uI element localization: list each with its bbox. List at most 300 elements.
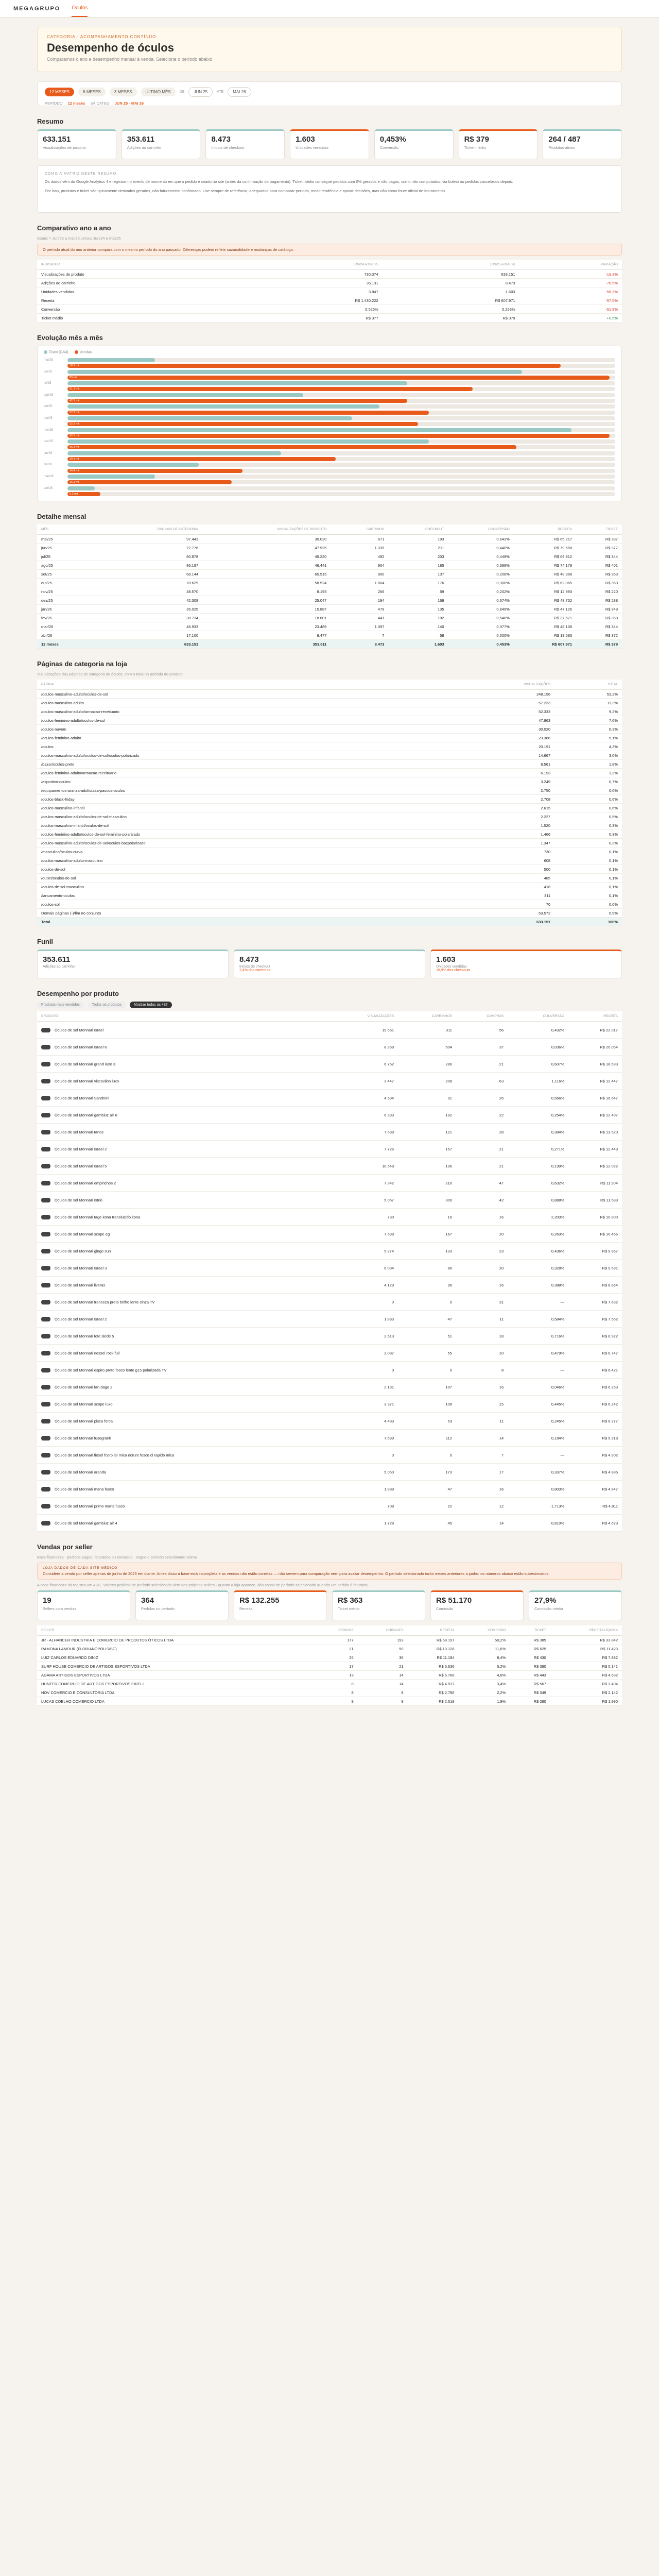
- table-cell: 3,4%: [459, 1680, 510, 1688]
- table-row[interactable]: [37, 1636, 622, 1645]
- table-cell: HUNTER COMERCIO DE ARTIGOS ESPORTIVOS EIRELI: [37, 1680, 312, 1688]
- table-cell: /esportivo-oculos: [37, 777, 432, 786]
- table-cell: /oculos-masculino-adulto/oculos-de-sol/oculos-polarizado: [37, 751, 432, 760]
- nav-tab-oculos[interactable]: Óculos: [72, 0, 88, 17]
- bar-row: [44, 421, 615, 427]
- table-row[interactable]: [37, 1430, 622, 1447]
- product-name[interactable]: Óculos de sol Monnari Israel: [55, 1027, 104, 1032]
- table-row[interactable]: [37, 1447, 622, 1464]
- table-cell: R$ 12.993: [514, 587, 576, 596]
- table-cell: 0: [326, 1447, 398, 1464]
- table-row[interactable]: [37, 622, 622, 631]
- table-cell: 47: [398, 1481, 456, 1498]
- table-row[interactable]: [37, 812, 622, 821]
- table-cell: R$ 5.141: [550, 1662, 622, 1671]
- table-row[interactable]: [37, 587, 622, 596]
- table-row[interactable]: [37, 1022, 622, 1039]
- table-cell: 59: [388, 587, 448, 596]
- table-row[interactable]: [37, 579, 622, 587]
- table-row[interactable]: [37, 716, 622, 725]
- table-row[interactable]: [37, 1328, 622, 1345]
- table-row[interactable]: [37, 883, 622, 891]
- table-row[interactable]: [37, 1680, 622, 1688]
- product-name[interactable]: Óculos de sol Monnari empinchos 2: [55, 1180, 116, 1185]
- product-thumbnail: [41, 1402, 50, 1406]
- table-row[interactable]: [37, 561, 622, 570]
- table-cell: R$ 2.142: [550, 1688, 622, 1697]
- funnel-card: [234, 950, 425, 978]
- table-cell: [37, 1413, 326, 1430]
- table-row[interactable]: [37, 909, 622, 918]
- table-cell: 45: [398, 1515, 456, 1532]
- to-label: ATÉ: [217, 90, 224, 94]
- table-cell: 25.047: [202, 596, 331, 605]
- bar-fluxo: [67, 370, 522, 374]
- table-row[interactable]: [37, 1158, 622, 1175]
- product-name[interactable]: Óculos de sol Monnari fan dago 2: [55, 1384, 113, 1389]
- table-cell: 1.335: [331, 544, 388, 552]
- table-cell: 286: [398, 1056, 456, 1073]
- table-cell: R$ 12.449: [568, 1141, 622, 1158]
- table-cell: R$ 6.421: [568, 1362, 622, 1379]
- table-cell: 13: [312, 1671, 357, 1680]
- table-cell: 0,3%: [554, 821, 622, 830]
- table-cell: —: [508, 1362, 568, 1379]
- kpi-label: Conversão: [379, 145, 399, 150]
- bar-vendas: [67, 364, 561, 368]
- table-cell: 17.100: [94, 631, 202, 640]
- table-row[interactable]: [37, 1498, 622, 1515]
- product-name[interactable]: Óculos de sol Monnari franceza preto brilho lente cinza TV: [55, 1299, 155, 1304]
- product-name[interactable]: Óculos de sol Monnari nessel rock full: [55, 1350, 120, 1355]
- table-cell: 0,202%: [448, 587, 514, 596]
- bar-track: [67, 492, 615, 496]
- product-name[interactable]: Óculos de sol Monnari aranda: [55, 1469, 107, 1475]
- chip-3-months[interactable]: 3 MESES: [110, 88, 137, 96]
- table-row[interactable]: [37, 1515, 622, 1532]
- table-cell: Conversão: [37, 305, 246, 314]
- table-cell: 2.227: [432, 812, 555, 821]
- table-row[interactable]: [37, 1260, 622, 1277]
- table-row[interactable]: [37, 570, 622, 579]
- table-cell: 0,5%: [554, 812, 622, 821]
- table-total-row: [37, 918, 622, 926]
- product-name[interactable]: Óculos de sol Monnari Israel 3: [55, 1265, 107, 1270]
- table-cell: 28: [456, 1124, 508, 1141]
- product-name[interactable]: Óculos de sol Monnari fusegrank: [55, 1435, 111, 1440]
- table-cell: 70: [432, 900, 555, 909]
- product-name[interactable]: Óculos de sol Monnari Israel 2: [55, 1146, 107, 1151]
- table-cell: 2.615: [432, 804, 555, 812]
- table-cell: 58.524: [202, 579, 331, 587]
- table-cell: [37, 1481, 326, 1498]
- product-name[interactable]: Óculos de sol Monnari Sandnini: [55, 1095, 109, 1100]
- table-cell: [37, 1311, 326, 1328]
- table-cell: 0,632%: [508, 1175, 568, 1192]
- product-name[interactable]: Óculos de sol Monnari espiro preto fosco lente g15 polarizada TV: [55, 1367, 167, 1372]
- table-cell: 8,4%: [459, 1653, 510, 1662]
- table-row[interactable]: [37, 865, 622, 874]
- bar-track: [67, 393, 615, 397]
- product-thumbnail: [41, 1453, 50, 1458]
- funnel-value: 1.603: [436, 955, 456, 964]
- kpi-card: [459, 129, 538, 159]
- table-cell: R$ 3.404: [550, 1680, 622, 1688]
- table-cell: 4,8%: [459, 1671, 510, 1680]
- table-row[interactable]: [37, 900, 622, 909]
- period-filter: [37, 81, 622, 106]
- tab-mais-vendidos[interactable]: Produtos mais vendidos: [37, 1002, 84, 1008]
- table-cell: 0,384%: [508, 1124, 568, 1141]
- table-row[interactable]: [37, 614, 622, 622]
- table-row[interactable]: [37, 1056, 622, 1073]
- table-row[interactable]: [37, 279, 622, 287]
- products-table: [37, 1011, 622, 1532]
- table-cell: 2.087: [326, 1345, 398, 1362]
- bar-vendas: [67, 445, 516, 449]
- chip-12-months[interactable]: 12 MESES: [45, 88, 74, 96]
- table-row[interactable]: [37, 690, 622, 699]
- table-row[interactable]: [37, 1209, 622, 1226]
- to-select[interactable]: MAI 26: [228, 87, 251, 97]
- bar-month-label: mai/25: [44, 358, 54, 362]
- table-cell: R$ 385: [510, 1636, 550, 1645]
- table-cell: R$ 2.518: [408, 1697, 459, 1706]
- table-cell: 8.968: [326, 1039, 398, 1056]
- table-cell: 50: [358, 1645, 408, 1653]
- table-cell: 2,203%: [508, 1209, 568, 1226]
- product-name[interactable]: Óculos de sol Monnari scope luxo: [55, 1401, 113, 1406]
- table-row[interactable]: [37, 769, 622, 777]
- bar-month-label: dez/25: [44, 440, 54, 444]
- product-name[interactable]: Óculos de sol Monnari Israel 2: [55, 1316, 107, 1321]
- bar-row: [44, 410, 615, 415]
- table-cell: 23.489: [202, 622, 331, 631]
- product-name[interactable]: Óculos de sol Monnari primo mana fusco: [55, 1503, 125, 1509]
- table-cell: 730.374: [246, 270, 383, 279]
- table-cell: 177: [312, 1636, 357, 1645]
- bar-value-label: 66.3 mil: [70, 446, 80, 449]
- table-cell: R$ 349: [576, 605, 622, 614]
- table-cell: jun/25: [37, 544, 94, 552]
- table-row[interactable]: [37, 699, 622, 707]
- kpi-card: [205, 129, 285, 159]
- table-row[interactable]: [37, 1362, 622, 1379]
- table-cell: 418: [432, 883, 555, 891]
- table-cell: 0: [398, 1294, 456, 1311]
- bar-month-label: nov/25: [44, 428, 54, 432]
- table-row[interactable]: [37, 1697, 622, 1706]
- table-cell: 492: [331, 552, 388, 561]
- column-header: RECEITA: [514, 524, 576, 535]
- kpi-card: [37, 129, 116, 159]
- table-row[interactable]: [37, 1141, 622, 1158]
- table-row[interactable]: [37, 848, 622, 856]
- table-cell: R$ 344: [576, 622, 622, 631]
- table-cell: 1.097: [331, 622, 388, 631]
- product-thumbnail: [41, 1385, 50, 1389]
- bar-row: [44, 398, 615, 403]
- table-row[interactable]: [37, 1379, 622, 1396]
- table-cell: 0: [326, 1362, 398, 1379]
- table-cell: 441: [331, 614, 388, 622]
- table-row[interactable]: [37, 535, 622, 544]
- funnel-label: Unidades vendidas: [436, 965, 467, 969]
- table-cell: [37, 1073, 326, 1090]
- product-name[interactable]: Óculos de sol Monnari Israel 5: [55, 1163, 107, 1168]
- table-cell: 15: [456, 1396, 508, 1413]
- table-row[interactable]: [37, 605, 622, 614]
- table-cell: 0,643%: [448, 535, 514, 544]
- bar-track: [67, 364, 615, 368]
- bar-value-label: 52.3 mil: [70, 422, 80, 426]
- table-cell: 48.570: [94, 587, 202, 596]
- table-row[interactable]: [37, 874, 622, 883]
- product-name[interactable]: Óculos de sol Monnari liveras: [55, 1282, 106, 1287]
- product-name[interactable]: Óculos de sol Monnari pisca forca: [55, 1418, 113, 1423]
- product-name[interactable]: Óculos de sol Monnari gingo sun: [55, 1248, 111, 1253]
- table-row[interactable]: [37, 596, 622, 605]
- table-cell: 35.025: [94, 605, 202, 614]
- table-row[interactable]: [37, 270, 622, 279]
- table-cell: 479: [331, 605, 388, 614]
- table-cell: 0,888%: [508, 1192, 568, 1209]
- table-cell: /equipamentos-aranza-adults/aaa-pascoa-oculos: [37, 786, 432, 795]
- table-cell: R$ 11.589: [568, 1192, 622, 1209]
- column-header: TICKET: [576, 524, 622, 535]
- table-row[interactable]: [37, 1413, 622, 1430]
- product-name[interactable]: Óculos de sol Monnari gambiuz air 4: [55, 1520, 117, 1526]
- table-row[interactable]: [37, 1311, 622, 1328]
- summary-period: 12 meses: [67, 101, 85, 106]
- table-row[interactable]: [37, 1671, 622, 1680]
- table-cell: Ticket médio: [37, 314, 246, 323]
- table-row[interactable]: [37, 1653, 622, 1662]
- table-cell: 47.925: [202, 544, 331, 552]
- table-row[interactable]: [37, 1481, 622, 1498]
- kpi-label: Ticket médio: [464, 145, 486, 150]
- product-thumbnail: [41, 1283, 50, 1287]
- table-row[interactable]: [37, 1107, 622, 1124]
- table-cell: 730: [326, 1209, 398, 1226]
- table-row[interactable]: [37, 1345, 622, 1362]
- tab-mostrar-todos[interactable]: Mostrar todos os 487: [130, 1002, 172, 1008]
- table-cell: 0,1%: [554, 874, 622, 883]
- table-cell: 176: [388, 579, 448, 587]
- column-header: INDICADOR: [37, 260, 246, 270]
- table-row[interactable]: [37, 1662, 622, 1671]
- product-name[interactable]: Óculos de sol Monnari grand luxe 3: [55, 1061, 115, 1066]
- from-select[interactable]: JUN 25: [188, 87, 213, 97]
- brand-logo[interactable]: MEGAGRUPO: [13, 5, 61, 12]
- funnel-rate: 2,4% dos carrinhos: [239, 969, 270, 973]
- product-name[interactable]: Óculos de sol Monnari tanos: [55, 1129, 104, 1134]
- table-cell: 0,445%: [508, 1396, 568, 1413]
- product-name[interactable]: Óculos de sol Monnari tage kona translucido kona: [55, 1214, 141, 1219]
- bar-track: [67, 376, 615, 380]
- table-cell: 4.483: [326, 1413, 398, 1430]
- table-cell: Demais páginas (-)/fim no conjunto: [37, 909, 432, 918]
- table-row[interactable]: [37, 1688, 622, 1697]
- table-cell: R$ 18.593: [568, 1056, 622, 1073]
- table-cell: 52.333: [432, 707, 555, 716]
- table-cell: 0,432%: [508, 1022, 568, 1039]
- table-row[interactable]: [37, 725, 622, 734]
- table-row[interactable]: [37, 305, 622, 314]
- seller-kpi-value: R$ 363: [338, 1596, 363, 1605]
- product-name[interactable]: Óculos de sol Monnari gambiuz air 6: [55, 1112, 117, 1117]
- table-cell: R$ 390: [510, 1662, 550, 1671]
- table-row[interactable]: [37, 1645, 622, 1653]
- table-cell: 8.561: [432, 760, 555, 769]
- table-cell: 0,253%: [383, 305, 519, 314]
- table-row[interactable]: [37, 1243, 622, 1260]
- kpi-label: Visualizações de produto: [43, 145, 86, 150]
- table-cell: 55: [398, 1345, 456, 1362]
- table-cell: 16: [456, 1481, 508, 1498]
- column-header: CARRINHO: [331, 524, 388, 535]
- table-cell: 0,7%: [554, 777, 622, 786]
- bar-row: [44, 404, 615, 410]
- kpi-card: [543, 129, 622, 159]
- table-cell: set/25: [37, 570, 94, 579]
- table-cell: 208: [398, 1073, 456, 1090]
- table-cell: 1.664: [331, 579, 388, 587]
- chip-last-month[interactable]: ÚLTIMO MÊS: [141, 88, 176, 96]
- table-row[interactable]: [37, 742, 622, 751]
- table-row[interactable]: [37, 839, 622, 848]
- table-cell: 47: [398, 1311, 456, 1328]
- product-name[interactable]: Óculos de sol Monnari scope eg: [55, 1231, 110, 1236]
- table-cell: /oculos-feminino-adulto: [37, 734, 432, 742]
- table-cell: R$ 353: [576, 570, 622, 579]
- table-row[interactable]: [37, 707, 622, 716]
- product-name[interactable]: Óculos de sol Monnari Israel 6: [55, 1044, 107, 1049]
- bar-fluxo: [67, 428, 571, 432]
- table-total-row: [37, 640, 622, 649]
- table-cell: 2,2%: [459, 1688, 510, 1697]
- bar-row: [44, 375, 615, 380]
- product-name[interactable]: Óculos de sol Monnari viscovilon luxo: [55, 1078, 119, 1083]
- table-row[interactable]: [37, 1073, 622, 1090]
- table-cell: 5,2%: [459, 1662, 510, 1671]
- table-row[interactable]: [37, 786, 622, 795]
- bar-track: [67, 422, 615, 426]
- table-row[interactable]: [37, 1294, 622, 1311]
- table-cell: 0,566%: [508, 1090, 568, 1107]
- section-title-mensal: Detalhe mensal: [37, 513, 86, 521]
- legend-fluxo-label: Fluxo (GA4): [49, 350, 68, 354]
- table-cell: R$ 10.800: [568, 1209, 622, 1226]
- bar-vendas: [67, 376, 610, 380]
- table-row[interactable]: [37, 1464, 622, 1481]
- bar-fluxo: [67, 358, 155, 362]
- table-row[interactable]: [37, 1192, 622, 1209]
- table-row[interactable]: [37, 1090, 622, 1107]
- table-row[interactable]: [37, 544, 622, 552]
- table-cell: RAMONA LAMOUR (FLORIANÓPOLIS/SC): [37, 1645, 312, 1653]
- chip-6-months[interactable]: 6 MESES: [78, 88, 106, 96]
- funnel-value: 353.611: [43, 955, 71, 964]
- table-row[interactable]: [37, 734, 622, 742]
- table-cell: Adições ao carrinho: [37, 279, 246, 287]
- funnel-value: 8.473: [239, 955, 259, 964]
- table-row[interactable]: [37, 821, 622, 830]
- seller-kpi-label: Ticket médio: [338, 1606, 360, 1612]
- table-row[interactable]: [37, 751, 622, 760]
- table-cell: 157: [398, 1141, 456, 1158]
- column-header: CARRINHOS: [398, 1011, 456, 1022]
- table-cell: /oculos-feminino-adulto/oculos-de-sol-feminino-polarizado: [37, 830, 432, 839]
- table-row[interactable]: [37, 777, 622, 786]
- table-row[interactable]: [37, 856, 622, 865]
- section-title-produtos: Desempenho por produto: [37, 990, 119, 998]
- table-row[interactable]: [37, 1277, 622, 1294]
- table-cell: R$ 625: [510, 1645, 550, 1653]
- product-thumbnail: [41, 1504, 50, 1509]
- page-title: Desempenho de óculos: [47, 41, 174, 54]
- bar-vendas: [67, 399, 407, 403]
- product-thumbnail: [41, 1198, 50, 1202]
- tab-todos[interactable]: Todos os produtos: [88, 1002, 126, 1008]
- table-row[interactable]: [37, 1175, 622, 1192]
- table-cell: 0: [398, 1447, 456, 1464]
- kpi-card: [290, 129, 369, 159]
- table-row[interactable]: [37, 631, 622, 640]
- table-cell: 20: [456, 1226, 508, 1243]
- table-row[interactable]: [37, 287, 622, 296]
- table-row[interactable]: [37, 1124, 622, 1141]
- hero-banner: [37, 27, 622, 72]
- table-row[interactable]: [37, 1226, 622, 1243]
- table-row[interactable]: [37, 830, 622, 839]
- table-cell: R$ 379: [383, 314, 519, 323]
- table-row[interactable]: [37, 1396, 622, 1413]
- seller-kpi-value: R$ 51.170: [436, 1596, 472, 1605]
- table-row[interactable]: [37, 314, 622, 323]
- table-cell: R$ 10.456: [568, 1226, 622, 1243]
- table-row[interactable]: [37, 760, 622, 769]
- table-cell: 11: [456, 1413, 508, 1430]
- product-name[interactable]: Óculos de sol Monnari Istrio: [55, 1197, 102, 1202]
- table-cell: R$ 430: [510, 1653, 550, 1662]
- product-name[interactable]: Óculos de sol Monnari tote slede 5: [55, 1333, 114, 1338]
- product-thumbnail: [41, 1062, 50, 1066]
- filter-summary: [45, 101, 614, 106]
- bar-row: [44, 439, 615, 445]
- product-thumbnail: [41, 1147, 50, 1151]
- table-cell: 9: [312, 1697, 357, 1706]
- table-cell: 0,1%: [554, 883, 622, 891]
- table-cell: 16: [456, 1209, 508, 1226]
- product-name[interactable]: Óculos de sol Monnari mana fusco: [55, 1486, 114, 1492]
- table-row[interactable]: [37, 804, 622, 812]
- table-row[interactable]: [37, 891, 622, 900]
- product-name[interactable]: Óculos de sol Monnari fioxel fcoro lel mica ecrure fosco cl rapido mica: [55, 1452, 175, 1458]
- product-thumbnail: [41, 1164, 50, 1168]
- table-header: [37, 260, 622, 270]
- bar-track: [67, 469, 615, 473]
- table-row[interactable]: [37, 1039, 622, 1056]
- table-row[interactable]: [37, 795, 622, 804]
- bar-track: [67, 370, 615, 374]
- table-row[interactable]: [37, 552, 622, 561]
- table-cell: 16: [456, 1277, 508, 1294]
- table-cell: R$ 280: [510, 1697, 550, 1706]
- column-header: RECEITA LÍQUIDA: [550, 1625, 622, 1636]
- table-row[interactable]: [37, 296, 622, 305]
- table-cell: R$ 377: [246, 314, 383, 323]
